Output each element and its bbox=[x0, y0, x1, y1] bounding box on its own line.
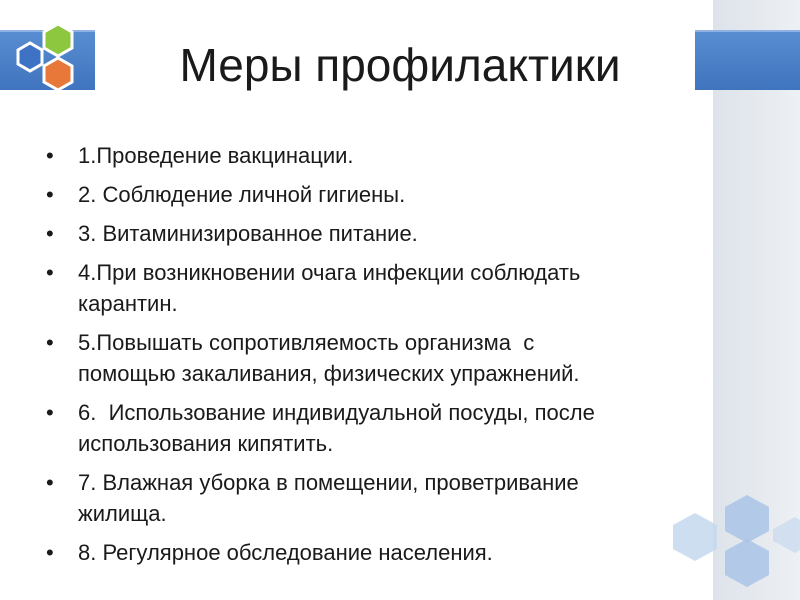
light-hexagon-icon bbox=[725, 539, 769, 587]
list-item bbox=[44, 257, 714, 319]
blue-hexagon-icon bbox=[18, 43, 42, 71]
bullet-list bbox=[44, 140, 714, 568]
content-area bbox=[44, 140, 714, 576]
green-hexagon-icon bbox=[44, 24, 72, 56]
slide-title: Меры профилактики bbox=[179, 39, 621, 91]
bullet-icon: • bbox=[46, 400, 54, 425]
list-item-text: 4.При возникновении очага инфекции соблюдать карантин. bbox=[78, 260, 581, 316]
bullet-icon: • bbox=[46, 540, 54, 565]
bullet-icon: • bbox=[46, 330, 54, 355]
decorative-hexagons-icon bbox=[665, 485, 800, 600]
light-hexagon-icon bbox=[773, 517, 800, 553]
list-item-text: 1.Проведение вакцинации. bbox=[78, 143, 354, 168]
orange-hexagon-icon bbox=[44, 58, 72, 90]
bullet-icon: • bbox=[46, 260, 54, 285]
list-item bbox=[44, 140, 714, 171]
list-item-text: 2. Соблюдение личной гигиены. bbox=[78, 182, 406, 207]
light-hexagon-icon bbox=[725, 495, 769, 543]
list-item-text: 5.Повышать сопротивляемость организма с помощью закаливания, физических упражнений. bbox=[78, 330, 580, 386]
list-item bbox=[44, 327, 714, 389]
light-hexagon-icon bbox=[673, 513, 717, 561]
bullet-icon: • bbox=[46, 182, 54, 207]
bullet-icon: • bbox=[46, 143, 54, 168]
list-item bbox=[44, 179, 714, 210]
list-item-text: 6. Использование индивидуальной посуды, после использования кипятить. bbox=[78, 400, 595, 456]
bullet-icon: • bbox=[46, 221, 54, 246]
list-item-text: 7. Влажная уборка в помещении, проветривание жилища. bbox=[78, 470, 579, 526]
list-item-text: 3. Витаминизированное питание. bbox=[78, 221, 418, 246]
list-item bbox=[44, 467, 714, 529]
list-item bbox=[44, 537, 714, 568]
list-item-text: 8. Регулярное обследование населения. bbox=[78, 540, 493, 565]
list-item bbox=[44, 397, 714, 459]
list-item bbox=[44, 218, 714, 249]
hexagon-logo-icon bbox=[0, 10, 100, 105]
bullet-icon: • bbox=[46, 470, 54, 495]
